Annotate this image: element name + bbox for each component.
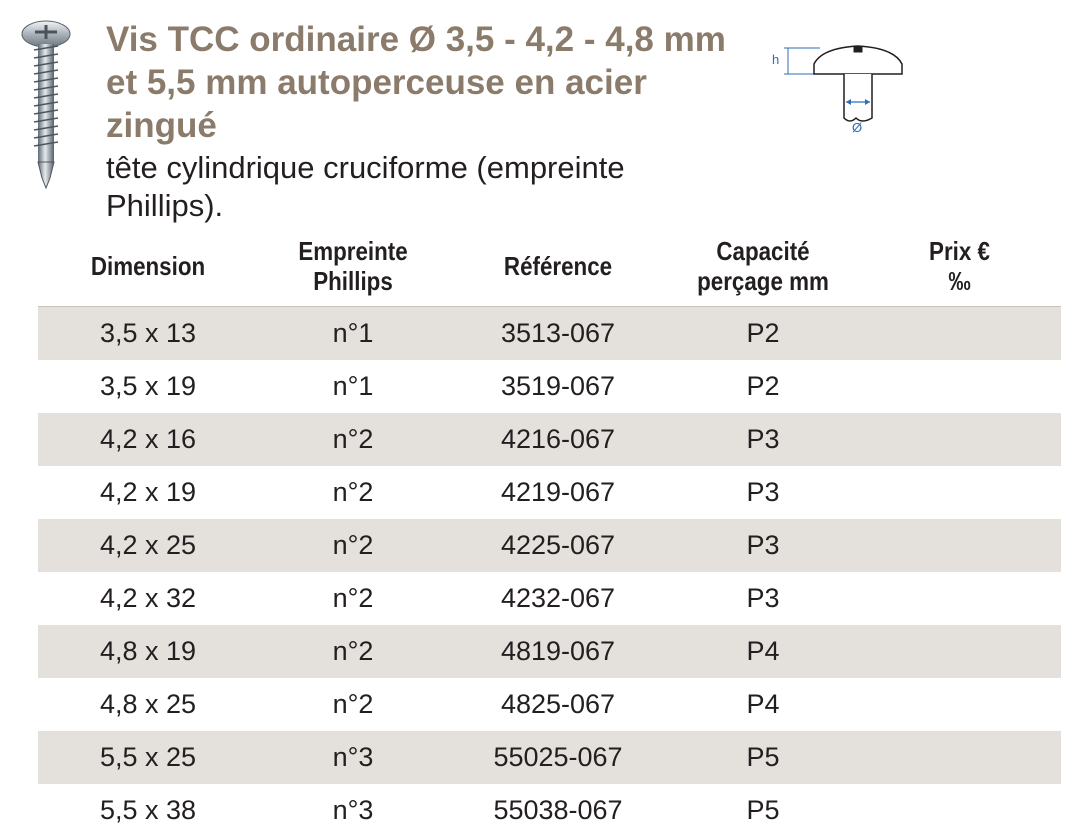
cell-reference: 55025-067 [448,731,668,784]
table-row [38,784,1061,837]
cell-empreinte: n°1 [332,371,374,401]
cell-empreinte: n°2 [258,413,448,466]
cell-dimension: 4,8 x 25 [99,689,197,719]
table-row [38,360,1061,413]
screw-product-image [20,14,72,190]
product-subtitle: tête cylindrique cruciforme (empreinte Phillips). [106,150,625,223]
product-table-container [38,226,1061,837]
cell-empreinte: n°1 [258,307,448,361]
diagram-diameter-label: Ø [852,120,863,135]
cell-dimension: 3,5 x 13 [38,307,258,361]
header-prix [872,226,1047,307]
cell-dimension: 4,2 x 19 [99,477,197,507]
cell-dimension: 4,2 x 16 [38,413,258,466]
cell-dimension: 4,2 x 25 [38,519,258,572]
cell-prix [858,466,1061,519]
header-capacite-line1: Capacité [716,236,810,266]
cell-reference: 3513-067 [448,307,668,361]
cell-empreinte: n°2 [332,477,374,507]
cell-empreinte: n°2 [332,583,374,613]
cell-empreinte: n°3 [332,795,374,825]
table-row [38,307,1061,361]
table-row [38,625,1061,678]
cell-prix [858,784,1061,837]
cell-prix [858,413,1061,466]
header-capacite-line2: perçage mm [697,266,829,296]
cell-reference: 4219-067 [500,477,616,507]
header-prix-line1: Prix € [929,236,990,266]
cell-dimension: 5,5 x 25 [38,731,258,784]
cell-capacite: P4 [668,625,858,678]
table-row [38,572,1061,625]
header-capacite [681,226,844,307]
cell-capacite: P5 [746,795,780,825]
cell-prix [858,307,1061,361]
cell-capacite: P5 [668,731,858,784]
table-row [38,466,1061,519]
cell-empreinte: n°3 [258,731,448,784]
header-reference [463,226,652,307]
cell-dimension: 5,5 x 38 [99,795,197,825]
cell-capacite: P3 [746,583,780,613]
cell-dimension: 4,2 x 32 [99,583,197,613]
diagram-height-label: h [772,52,780,67]
header-prix-line2: ‰ [948,266,971,296]
screw-dimension-diagram [766,36,906,136]
cell-capacite: P3 [668,413,858,466]
cell-capacite: P3 [668,519,858,572]
header-reference-label: Référence [503,251,613,281]
table-row [38,678,1061,731]
cell-reference: 4232-067 [500,583,616,613]
cell-prix [858,572,1061,625]
cell-prix [858,519,1061,572]
header-empreinte-line2: Phillips [313,266,393,296]
cell-dimension: 3,5 x 19 [99,371,197,401]
cell-capacite: P2 [668,307,858,361]
header-dimension-label: Dimension [90,251,206,281]
cell-empreinte: n°2 [258,625,448,678]
cell-empreinte: n°2 [258,519,448,572]
table-header-row [38,226,1061,307]
cell-reference: 3519-067 [500,371,616,401]
header-dimension [53,226,242,307]
cell-capacite: P4 [746,689,780,719]
cell-dimension: 4,8 x 19 [38,625,258,678]
cell-prix [858,360,1061,413]
table-row [38,413,1061,466]
header-empreinte-line1: Empreinte [298,236,408,266]
cell-capacite: P2 [746,371,780,401]
product-table [38,226,1061,837]
product-title: Vis TCC ordinaire Ø 3,5 - 4,2 - 4,8 mm et 5,5 mm autoperceuse en acier zingué [106,20,726,145]
cell-prix [858,625,1061,678]
header-empreinte [271,226,434,307]
cell-empreinte: n°2 [332,689,374,719]
cell-prix [858,678,1061,731]
cell-prix [858,731,1061,784]
cell-reference: 4825-067 [500,689,616,719]
cell-reference: 55038-067 [493,795,623,825]
table-row [38,731,1061,784]
cell-reference: 4216-067 [448,413,668,466]
table-row [38,519,1061,572]
cell-reference: 4819-067 [448,625,668,678]
cell-capacite: P3 [746,477,780,507]
product-header [106,18,746,225]
cell-reference: 4225-067 [448,519,668,572]
